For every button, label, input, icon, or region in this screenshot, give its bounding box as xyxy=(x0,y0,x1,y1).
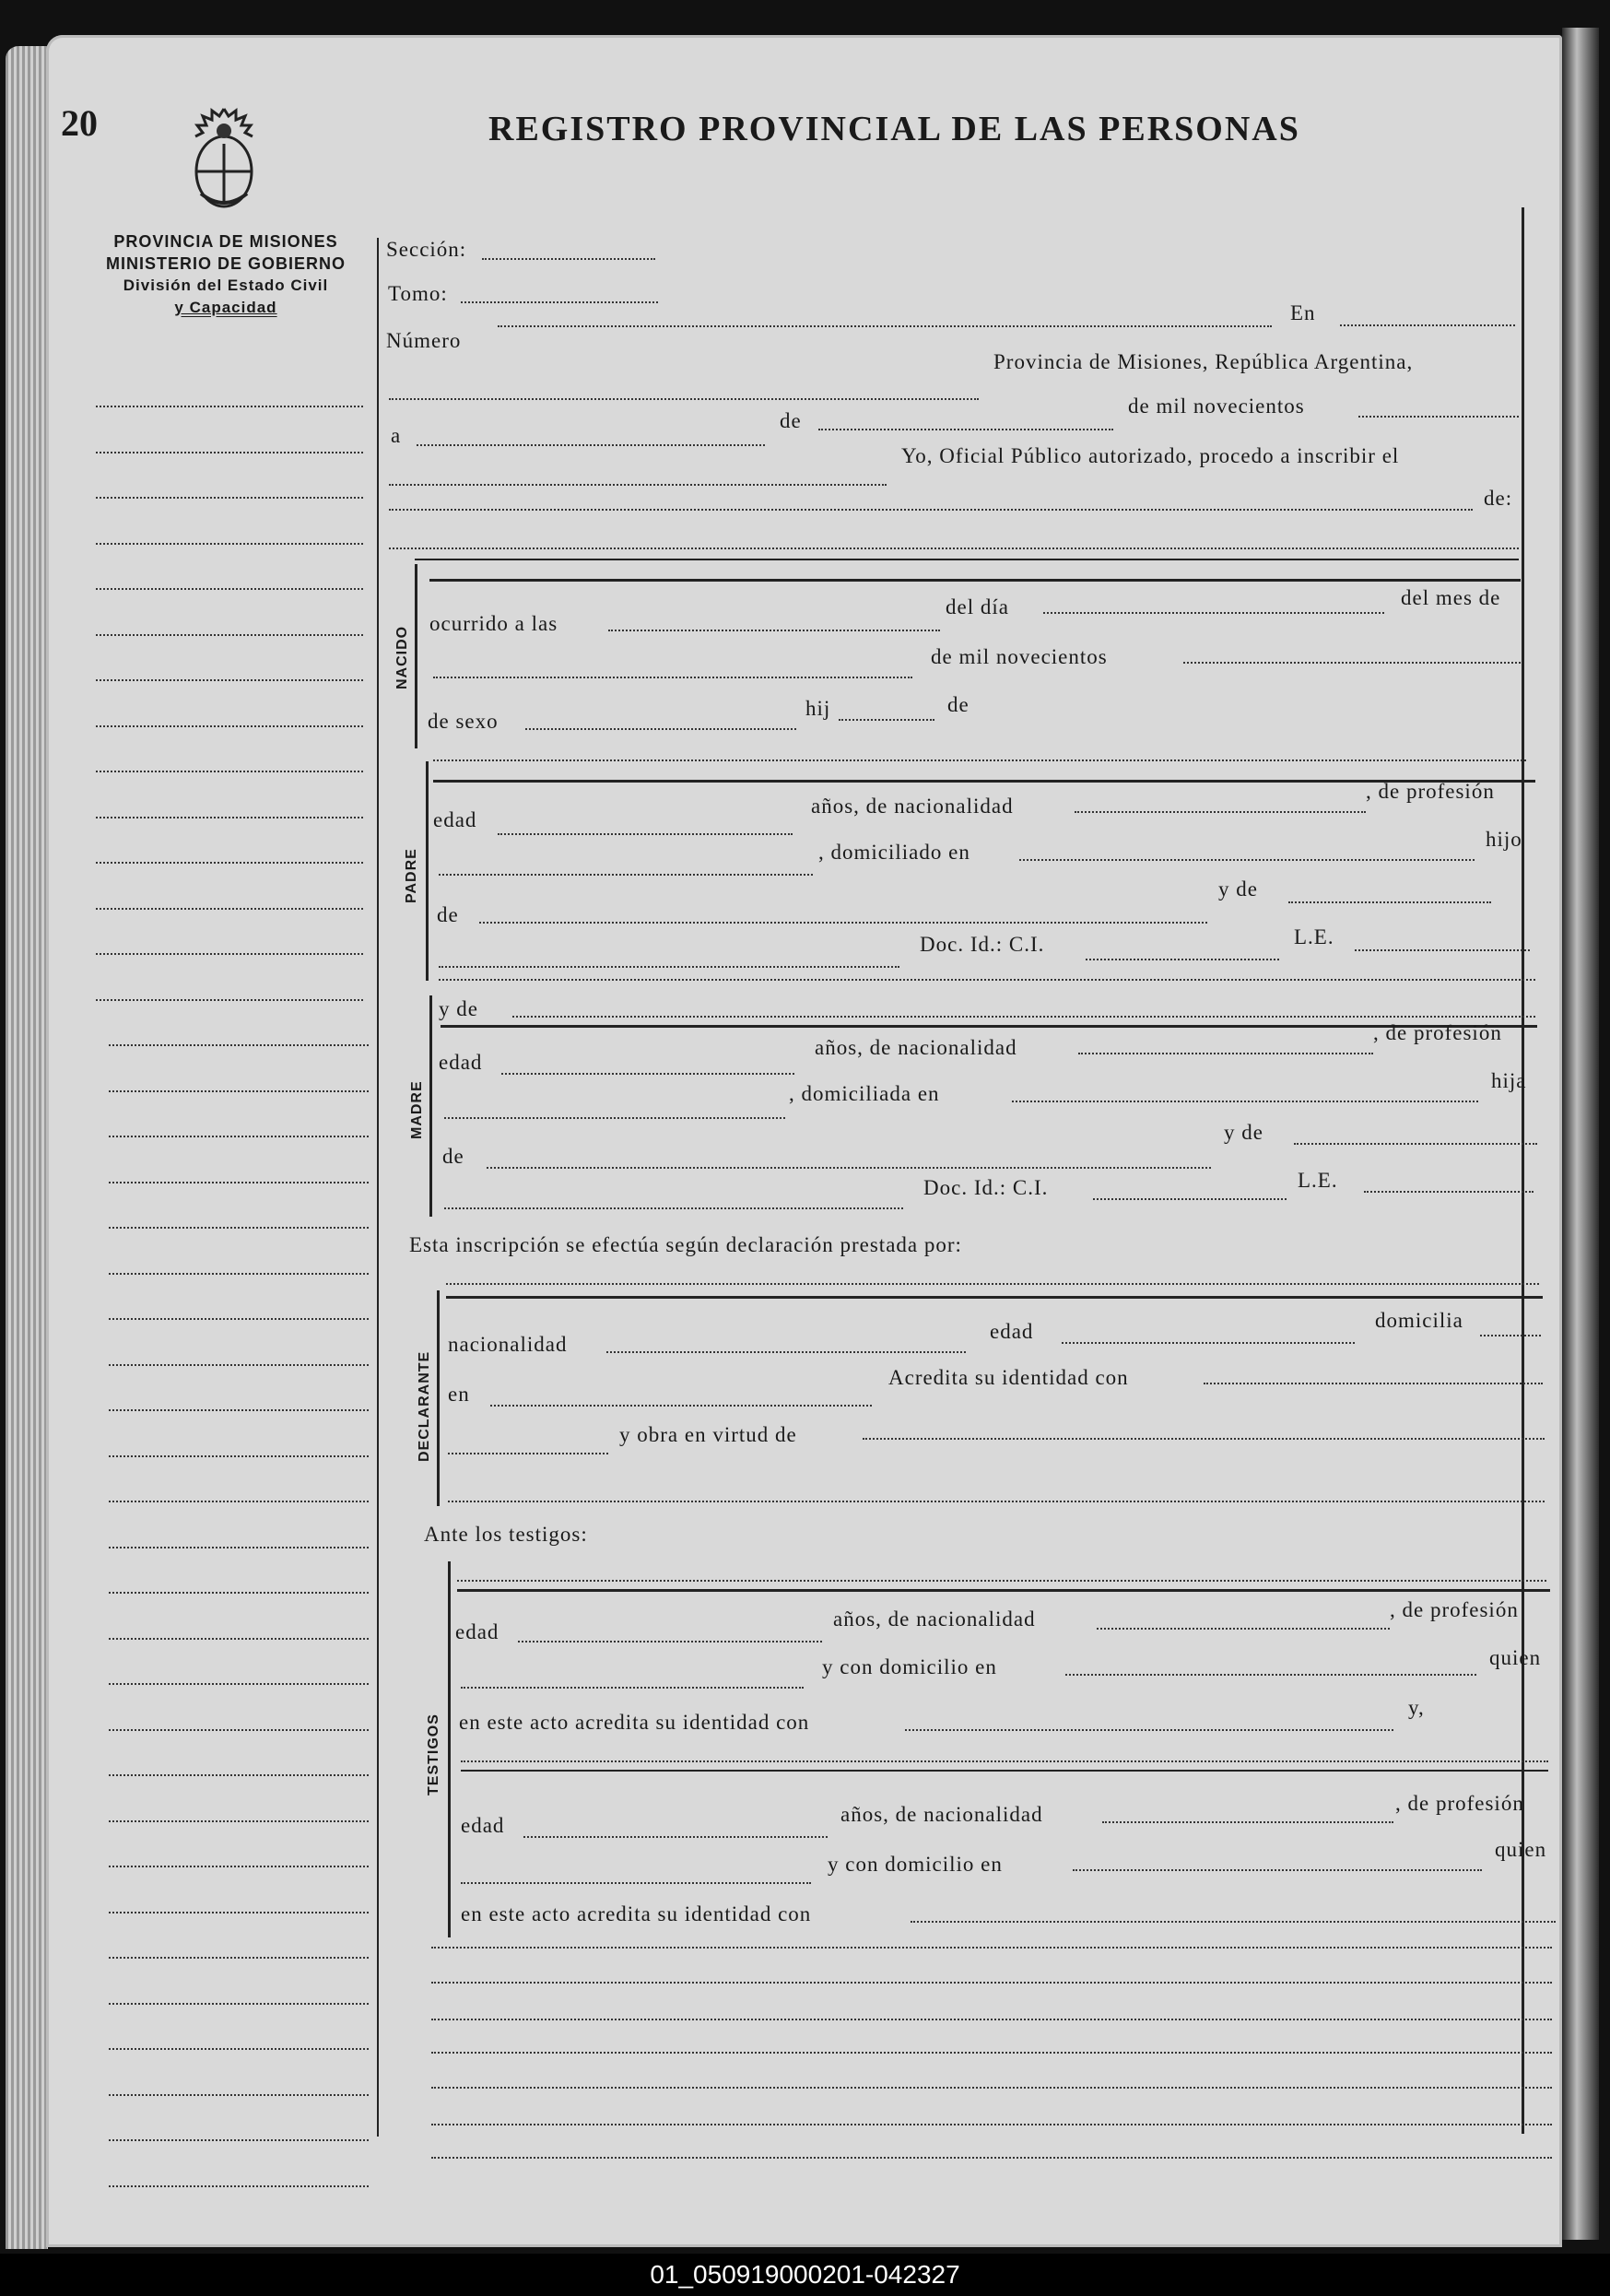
hija-label: hija xyxy=(1491,1069,1527,1092)
declaracion-text: Esta inscripción se efectúa según declaración prestada por: xyxy=(409,1233,962,1256)
nacido-top-rule xyxy=(415,559,1519,560)
t1-acredita-label: en este acto acredita su identidad con xyxy=(459,1711,810,1734)
nacido-mil-label: de mil novecientos xyxy=(931,645,1108,668)
margin-ruled-line[interactable] xyxy=(96,771,363,772)
padre-edad-field[interactable] xyxy=(498,833,793,835)
del-mes-de-label: del mes de xyxy=(1401,586,1501,609)
margin-ruled-line[interactable] xyxy=(109,1547,369,1548)
nacido-bracket xyxy=(415,564,417,748)
padre-prof-label: , de profesión xyxy=(1366,780,1495,803)
decl-nacionalidad-field[interactable] xyxy=(606,1351,966,1353)
margin-ruled-line[interactable] xyxy=(96,725,363,727)
hij-field[interactable] xyxy=(839,719,934,721)
madre-ci-field[interactable] xyxy=(1093,1198,1287,1200)
ocurrido-label: ocurrido a las xyxy=(429,612,558,635)
padre-prof-field[interactable] xyxy=(439,874,813,876)
hijo-label: hijo xyxy=(1486,828,1522,851)
margin-ruled-line[interactable] xyxy=(109,1774,369,1776)
decl-acredita-field[interactable] xyxy=(1204,1383,1543,1384)
ministry-line: MINISTERIO DE GOBIERNO xyxy=(105,254,347,273)
note-ruled-line[interactable] xyxy=(431,2087,1552,2089)
madre-doc-label: Doc. Id.: C.I. xyxy=(923,1176,1049,1199)
decl-obra-label: y obra en virtud de xyxy=(619,1423,797,1446)
decl-obra-field[interactable] xyxy=(863,1438,1545,1440)
dia-field[interactable] xyxy=(1043,612,1384,614)
footer-id: 01_050919000201-042327 xyxy=(0,2254,1610,2296)
en-field[interactable] xyxy=(1340,324,1515,326)
decl-domicilia-field[interactable] xyxy=(1480,1335,1541,1336)
decl-edad-label: edad xyxy=(990,1320,1034,1343)
margin-ruled-line[interactable] xyxy=(96,406,363,407)
year-field[interactable] xyxy=(1358,416,1519,418)
padre-extra-field[interactable] xyxy=(439,966,899,968)
margin-ruled-line[interactable] xyxy=(96,497,363,499)
decl-domicilia-label: domicilia xyxy=(1375,1309,1463,1332)
numero-field[interactable] xyxy=(498,325,1272,327)
margin-ruled-line[interactable] xyxy=(96,908,363,910)
note-ruled-line[interactable] xyxy=(431,2019,1552,2020)
t2-quien-label: quien xyxy=(1495,1838,1547,1861)
t2-prof-label: , de profesión xyxy=(1395,1792,1524,1815)
testigos-bracket xyxy=(448,1561,451,1937)
t1-acredita-field[interactable] xyxy=(905,1729,1393,1731)
t2-domicilio-field[interactable] xyxy=(1073,1869,1482,1871)
capacity-line: y Capacidad xyxy=(174,299,277,316)
padre-nac-field[interactable] xyxy=(1075,811,1366,813)
margin-ruled-line[interactable] xyxy=(109,2185,369,2187)
margin-ruled-line[interactable] xyxy=(109,1683,369,1685)
decl-en-label: en xyxy=(448,1383,470,1406)
t2-nac-label: años, de nacionalidad xyxy=(840,1803,1043,1826)
padre-end-rule xyxy=(439,979,1535,981)
note-ruled-line[interactable] xyxy=(431,1947,1552,1949)
madre-le-label: L.E. xyxy=(1298,1169,1338,1192)
testigos-side-label: TESTIGOS xyxy=(426,1713,441,1796)
madre-nac-label: años, de nacionalidad xyxy=(815,1036,1017,1059)
margin-ruled-line[interactable] xyxy=(109,1227,369,1229)
de-mil-novecientos-label: de mil novecientos xyxy=(1128,394,1305,418)
madre-side-label: MADRE xyxy=(409,1080,425,1139)
testigo1-name-field[interactable] xyxy=(457,1580,1546,1582)
madre-de-field[interactable] xyxy=(487,1167,1211,1169)
margin-ruled-line[interactable] xyxy=(109,2139,369,2141)
padre-bracket xyxy=(426,761,429,981)
note-ruled-line[interactable] xyxy=(431,2157,1552,2159)
margin-ruled-line[interactable] xyxy=(109,1501,369,1502)
padre-domic-label: , domiciliado en xyxy=(818,841,970,864)
madre-nac-field[interactable] xyxy=(1078,1053,1373,1054)
nacido-de-label: de xyxy=(947,693,970,716)
day-field[interactable] xyxy=(417,444,765,446)
t1-y-label: y, xyxy=(1408,1696,1425,1719)
note-ruled-line[interactable] xyxy=(431,1982,1552,1984)
del-dia-label: del día xyxy=(946,595,1009,618)
t2-edad-field[interactable] xyxy=(523,1836,828,1838)
hora-field[interactable] xyxy=(608,630,940,631)
de-colon-label: de: xyxy=(1484,487,1513,510)
sexo-field[interactable] xyxy=(525,728,796,730)
madre-de-label: de xyxy=(442,1145,464,1168)
madre-yde-field[interactable] xyxy=(1294,1143,1537,1145)
testigos-header-rule xyxy=(457,1589,1550,1592)
madre-yde-top-label: y de xyxy=(439,997,478,1020)
t2-acredita-label: en este acto acredita su identidad con xyxy=(461,1902,812,1925)
decl-en-field[interactable] xyxy=(490,1405,872,1407)
margin-ruled-line[interactable] xyxy=(96,817,363,818)
testigo2-name-field[interactable] xyxy=(461,1760,1548,1762)
month-field[interactable] xyxy=(818,429,1113,430)
mes-field[interactable] xyxy=(433,677,912,678)
padre-edad-label: edad xyxy=(433,808,477,831)
margin-ruled-line[interactable] xyxy=(109,2003,369,2005)
margin-ruled-line[interactable] xyxy=(109,1364,369,1366)
margin-ruled-line[interactable] xyxy=(96,543,363,545)
note-ruled-line[interactable] xyxy=(431,2052,1552,2054)
padre-le-field[interactable] xyxy=(1355,949,1530,951)
decl-extra-field[interactable] xyxy=(448,1501,1545,1502)
t2-acredita-field[interactable] xyxy=(911,1921,1556,1923)
t1-edad-label: edad xyxy=(455,1620,499,1643)
en-label: En xyxy=(1290,301,1316,324)
t1-nac-label: años, de nacionalidad xyxy=(833,1607,1036,1631)
margin-ruled-line[interactable] xyxy=(109,1912,369,1913)
page-title: REGISTRO PROVINCIAL DE LAS PERSONAS xyxy=(488,110,1300,148)
padre-ci-field[interactable] xyxy=(1086,959,1279,960)
folio-number: 20 xyxy=(61,102,98,144)
testigos-intro-text: Ante los testigos: xyxy=(424,1523,588,1546)
decl-obra-prefix-field[interactable] xyxy=(448,1453,608,1454)
nacido-year-field[interactable] xyxy=(1183,662,1521,664)
padre-de-label: de xyxy=(437,903,459,926)
national-coat-of-arms-icon xyxy=(181,103,267,210)
madre-edad-label: edad xyxy=(439,1051,483,1074)
hij-label: hij xyxy=(805,697,831,720)
t1-quien-label: quien xyxy=(1489,1646,1542,1669)
margin-ruled-line[interactable] xyxy=(96,999,363,1001)
binding-edge xyxy=(1562,28,1599,2240)
padre-yde-label: y de xyxy=(1218,877,1258,901)
padre-domic-field[interactable] xyxy=(1019,859,1475,861)
nacido-header-rule xyxy=(429,579,1521,582)
seccion-field[interactable] xyxy=(482,258,655,260)
padre-nac-label: años, de nacionalidad xyxy=(811,795,1014,818)
margin-ruled-line[interactable] xyxy=(109,1592,369,1594)
t2-prof-field[interactable] xyxy=(461,1882,811,1884)
madre-domic-field[interactable] xyxy=(1012,1101,1478,1102)
padre-de-field[interactable] xyxy=(479,922,1207,924)
t1-prof-label: , de profesión xyxy=(1390,1598,1519,1621)
declarante-header-rule xyxy=(446,1296,1543,1299)
margin-ruled-line[interactable] xyxy=(109,1409,369,1411)
margin-ruled-line[interactable] xyxy=(109,1455,369,1457)
main-column-rule xyxy=(377,238,379,2137)
t1-domicilio-field[interactable] xyxy=(1065,1674,1476,1676)
t2-nac-field[interactable] xyxy=(1102,1821,1393,1823)
margin-ruled-line[interactable] xyxy=(109,1638,369,1640)
act-field-2[interactable] xyxy=(389,509,1473,511)
t1-edad-field[interactable] xyxy=(518,1641,822,1643)
yo-oficial-label: Yo, Oficial Público autorizado, procedo a inscribir el xyxy=(901,444,1400,467)
margin-ruled-line[interactable] xyxy=(109,1318,369,1320)
t1-nac-field[interactable] xyxy=(1097,1628,1390,1630)
note-ruled-line[interactable] xyxy=(431,2124,1552,2125)
padre-side-label: PADRE xyxy=(404,848,419,903)
numero-label: Número xyxy=(386,329,462,352)
margin-ruled-line[interactable] xyxy=(96,452,363,453)
nacido-side-label: NACIDO xyxy=(394,625,410,689)
margin-ruled-line[interactable] xyxy=(109,1044,369,1046)
margin-ruled-line[interactable] xyxy=(96,588,363,590)
decl-edad-field[interactable] xyxy=(1062,1342,1355,1344)
tomo-field[interactable] xyxy=(461,301,658,303)
division-line: División del Estado Civil xyxy=(123,277,329,294)
declarante-side-label: DECLARANTE xyxy=(417,1350,432,1462)
margin-ruled-line[interactable] xyxy=(96,634,363,636)
madre-yde-top-field[interactable] xyxy=(512,1016,1535,1018)
seccion-label: Sección: xyxy=(386,238,467,261)
madre-prof-label: , de profesión xyxy=(1373,1021,1502,1044)
place-field[interactable] xyxy=(389,398,979,400)
provincia-label: Provincia de Misiones, República Argentina, xyxy=(993,350,1414,373)
margin-ruled-line[interactable] xyxy=(96,862,363,864)
madre-edad-field[interactable] xyxy=(501,1073,794,1075)
t2-edad-label: edad xyxy=(461,1814,505,1837)
nacido-de-field[interactable] xyxy=(433,759,1526,761)
decl-acredita-label: Acredita su identidad con xyxy=(888,1366,1129,1389)
margin-ruled-line[interactable] xyxy=(109,1957,369,1959)
testigo2-header-rule xyxy=(461,1770,1548,1772)
t1-domicilio-label: y con domicilio en xyxy=(822,1655,997,1678)
madre-bracket xyxy=(429,995,432,1217)
decl-nacionalidad-label: nacionalidad xyxy=(448,1333,568,1356)
header-province-block xyxy=(92,230,359,319)
margin-ruled-line[interactable] xyxy=(109,1273,369,1275)
margin-ruled-line[interactable] xyxy=(96,953,363,955)
margin-ruled-line[interactable] xyxy=(109,1866,369,1867)
tomo-label: Tomo: xyxy=(388,282,448,305)
province-line: PROVINCIA DE MISIONES xyxy=(113,232,338,251)
margin-ruled-line[interactable] xyxy=(109,1820,369,1822)
padre-doc-label: Doc. Id.: C.I. xyxy=(920,933,1045,956)
madre-domic-label: , domiciliada en xyxy=(789,1082,940,1105)
madre-yde-label: y de xyxy=(1224,1121,1263,1144)
declarante-bracket xyxy=(437,1290,440,1506)
padre-yde-field[interactable] xyxy=(1288,901,1491,903)
margin-ruled-line[interactable] xyxy=(96,679,363,681)
margin-ruled-line[interactable] xyxy=(109,1182,369,1183)
margin-ruled-line[interactable] xyxy=(109,2048,369,2050)
margin-ruled-line[interactable] xyxy=(109,2094,369,2096)
madre-extra-field[interactable] xyxy=(444,1207,903,1209)
declarante-name-field[interactable] xyxy=(446,1283,1539,1285)
margin-ruled-line[interactable] xyxy=(109,1729,369,1731)
a-label: a xyxy=(391,424,402,447)
t2-domicilio-label: y con domicilio en xyxy=(828,1853,1003,1876)
madre-le-field[interactable] xyxy=(1364,1191,1534,1193)
padre-le-label: L.E. xyxy=(1294,925,1334,948)
act-field-3[interactable] xyxy=(389,548,1519,549)
page-stack-edge xyxy=(6,46,48,2249)
act-field-1[interactable] xyxy=(389,484,887,486)
de-label: de xyxy=(780,409,802,432)
t1-prof-field[interactable] xyxy=(461,1687,804,1689)
margin-ruled-line[interactable] xyxy=(109,1136,369,1137)
margin-ruled-line[interactable] xyxy=(109,1090,369,1092)
sexo-label: de sexo xyxy=(428,710,499,733)
madre-prof-field[interactable] xyxy=(444,1117,785,1119)
